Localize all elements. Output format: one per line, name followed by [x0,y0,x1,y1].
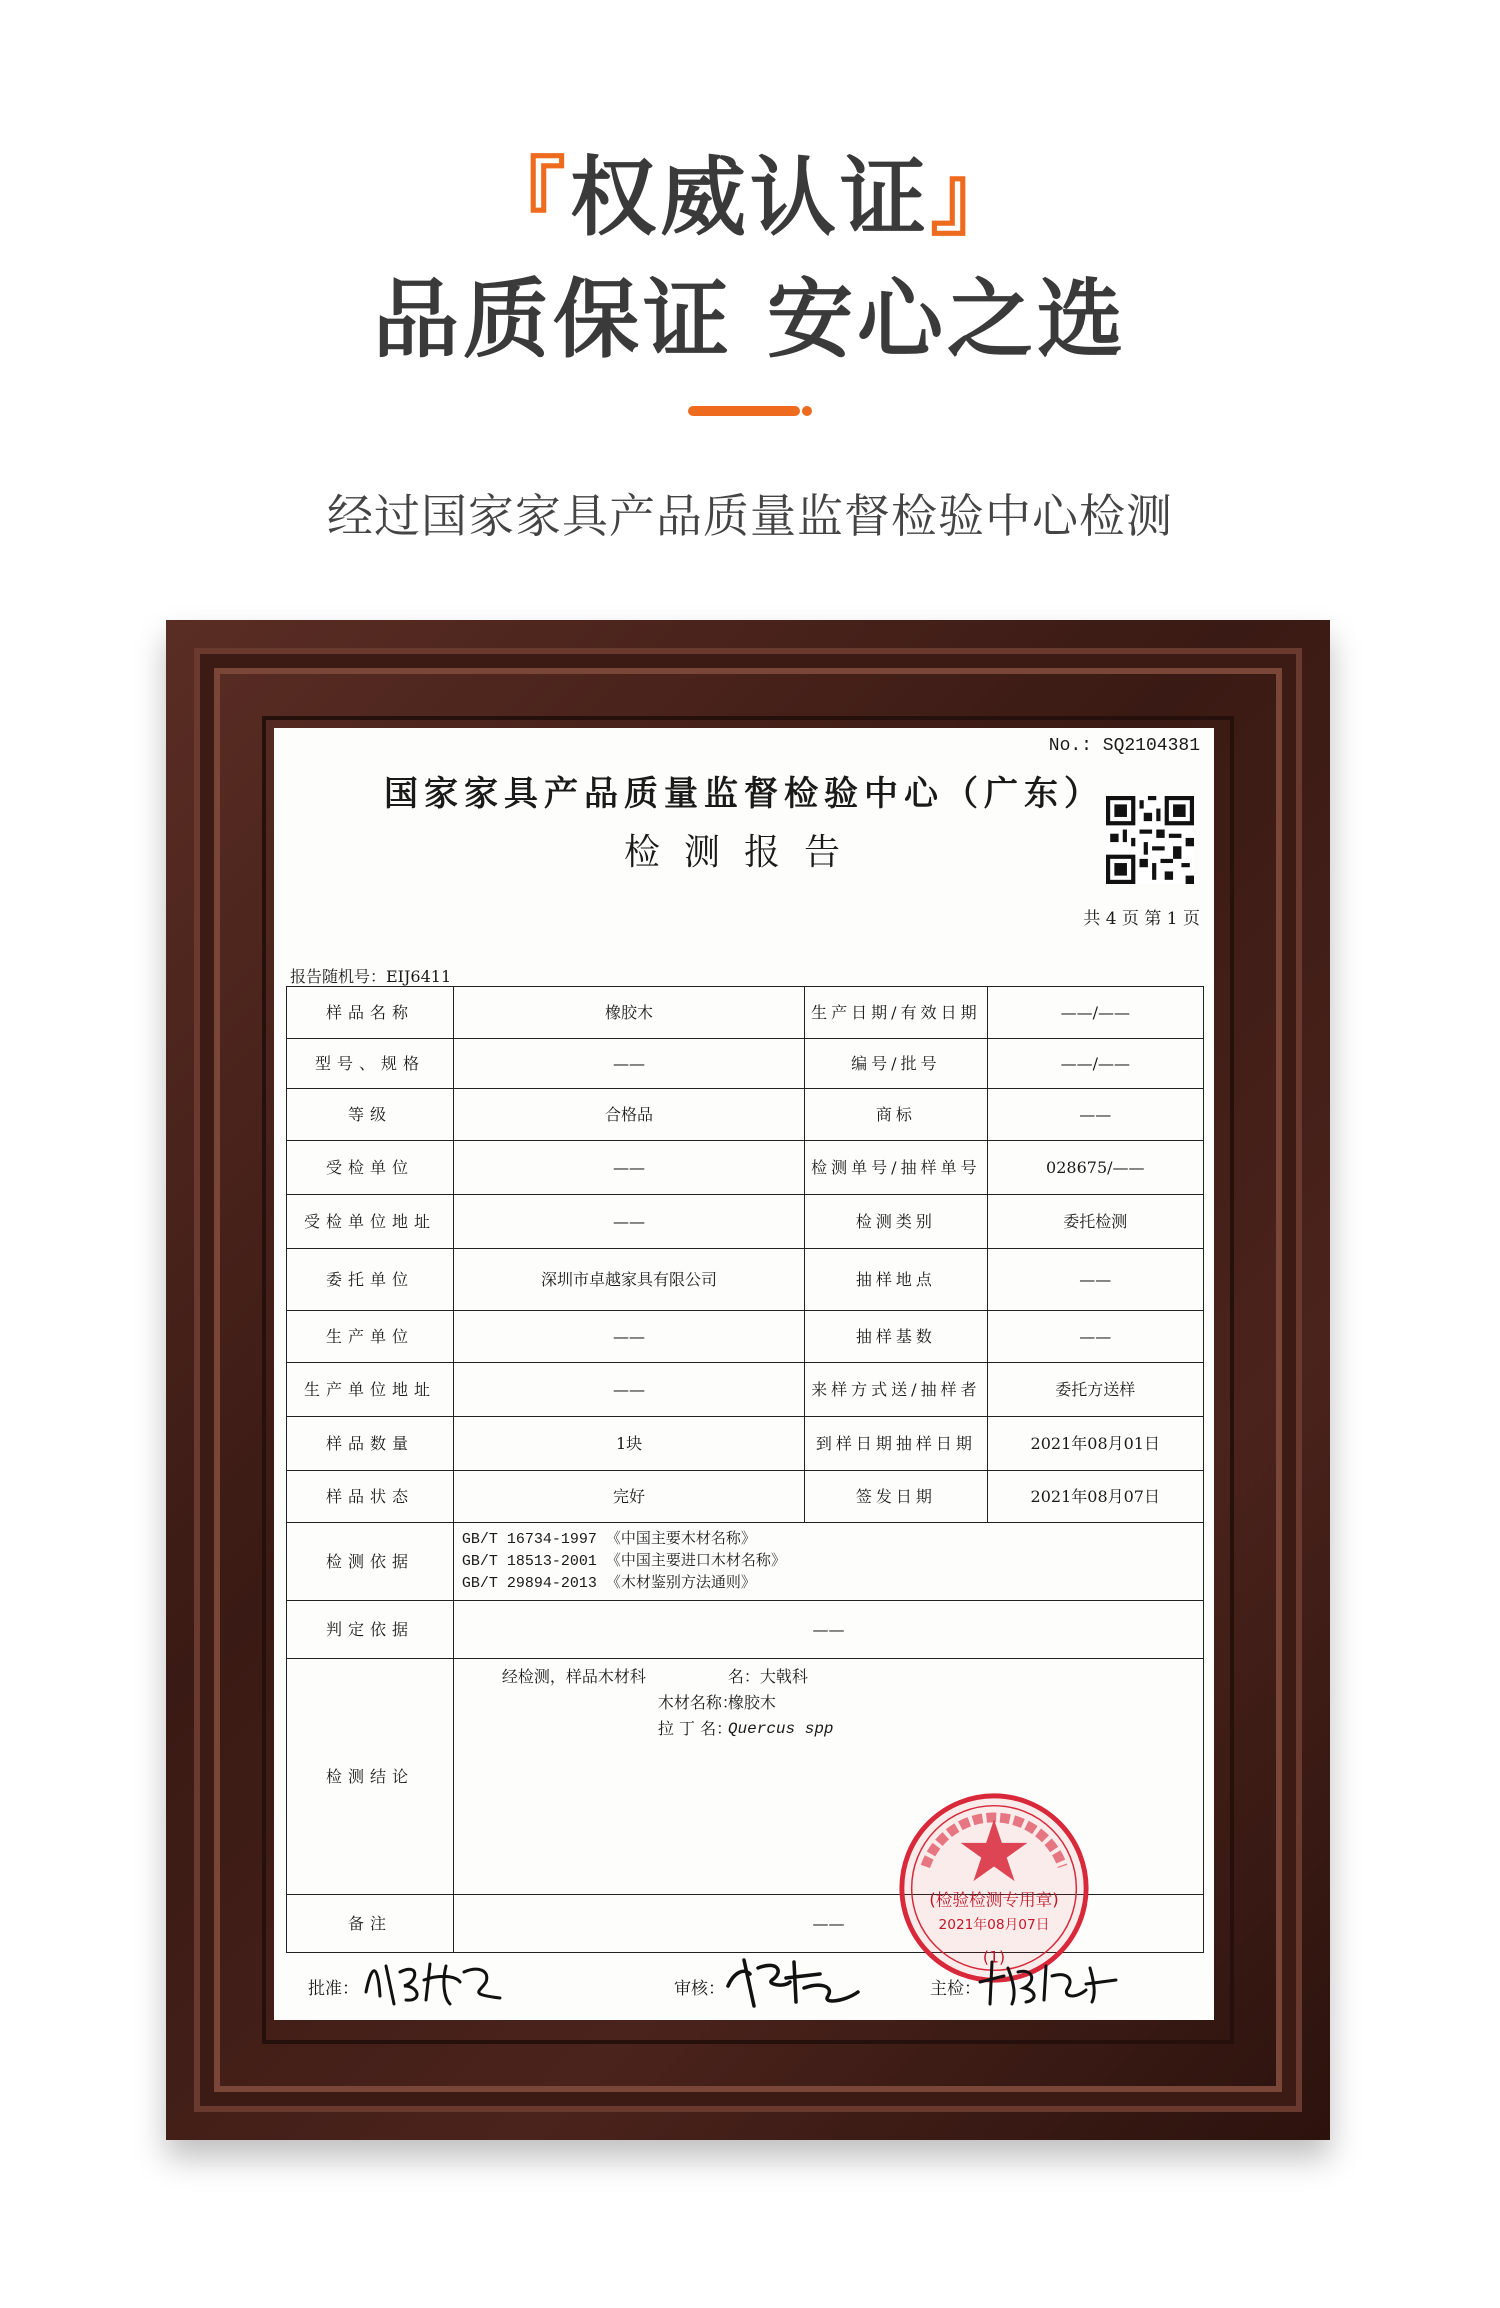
conclusion-intro: 经检测，样品木材科 [501,1666,646,1686]
basis-cell [453,1523,1203,1601]
row-value: 橡胶木 [453,987,804,1039]
note-label: 备注 [287,1895,454,1953]
row-value: 合格品 [453,1089,804,1141]
inspector-signature [974,1954,1124,2010]
approver-signature [360,1952,510,2010]
row-value: —— [453,1195,804,1249]
row-value: —— [453,1311,804,1363]
table-row [287,1417,1204,1471]
seal-text-line: 2021年08月07日 [938,1917,1050,1934]
conclusion-latin: Quercus spp [727,1719,834,1738]
row-label: 委托单位 [287,1249,454,1311]
test-report-document [274,728,1214,2020]
table-row [287,1311,1204,1363]
conclusion-name: 橡胶木 [727,1692,776,1712]
row-value: —— [453,1363,804,1417]
conclusion-family: 名：大戟科 [727,1666,808,1686]
row-value: —— [987,1311,1203,1363]
table-row [287,1523,1204,1601]
section-description: 经过国家家具产品质量监督检验中心检测 [327,489,1173,543]
table-row [287,1089,1204,1141]
row-value: —— [453,1039,804,1089]
note-value: —— [453,1895,1203,1953]
row-label: 受检单位 [287,1141,454,1195]
row-value: —— [987,1089,1203,1141]
random-number: 报告随机号：EIJ6411 [290,967,452,986]
bracket-open: 『 [480,148,570,248]
row-value: 深圳市卓越家具有限公司 [453,1249,804,1311]
row-value: 委托检测 [987,1195,1203,1249]
accent-divider [688,406,800,416]
row-label: 签发日期 [805,1471,987,1523]
conclusion-name-label: 木材名称： [657,1692,738,1712]
row-value: 委托方送样 [987,1363,1203,1417]
table-row [287,987,1204,1039]
row-value: 完好 [453,1471,804,1523]
judgement-label: 判定依据 [287,1601,454,1659]
table-row [287,1471,1204,1523]
certificate-frame [166,620,1330,2140]
basis-line: GB/T 16734-1997 《中国主要木材名称》 [461,1530,756,1548]
section-subtitle: 品质保证 安心之选 [373,270,1127,370]
signature-row [304,1952,1204,2012]
row-label: 样品数量 [287,1417,454,1471]
row-label: 到样日期抽样日期 [805,1417,987,1471]
section-title [0,128,1500,252]
table-row [287,1039,1204,1089]
accent-divider-dot [802,406,812,416]
row-label: 样品状态 [287,1471,454,1523]
table-row [287,1141,1204,1195]
row-label: 商标 [805,1089,987,1141]
page-indicator: 共 4 页 第 1 页 [1083,909,1200,929]
conclusion-latin-label: 拉 丁 名： [657,1718,733,1738]
title-text: 权威认证 [570,148,930,248]
report-title: 检测报告 [623,832,864,873]
basis-line: GB/T 29894-2013 《木材鉴别方法通则》 [461,1574,756,1592]
approve-label: 批准： [308,1979,359,1999]
basis-line: GB/T 18513-2001 《中国主要进口木材名称》 [461,1552,786,1570]
review-label: 审核： [674,1979,725,1999]
row-label: 型号、规格 [287,1039,454,1089]
row-label: 生产单位 [287,1311,454,1363]
row-label: 检测类别 [805,1195,987,1249]
basis-label: 检测依据 [287,1523,454,1601]
report-organization: 国家家具产品质量监督检验中心（广东） [384,774,1104,814]
qr-code-icon [1106,796,1194,884]
row-label: 编号/批号 [805,1039,987,1089]
row-label: 受检单位地址 [287,1195,454,1249]
bracket-close: 』 [930,148,1020,248]
main-inspector-label: 主检： [930,1979,981,1999]
report-number: No.: SQ2104381 [1048,736,1200,756]
seal-text-line: (1) [982,1947,1006,1967]
row-label: 生产单位地址 [287,1363,454,1417]
table-row [287,1363,1204,1417]
row-value: —— [987,1249,1203,1311]
row-label: 抽样基数 [805,1311,987,1363]
conclusion-label: 检测结论 [287,1659,454,1895]
judgement-value: —— [453,1601,1203,1659]
row-label: 检测单号/抽样单号 [805,1141,987,1195]
row-label: 抽样地点 [805,1249,987,1311]
row-value: ——/—— [987,1039,1203,1089]
table-row [287,1195,1204,1249]
row-value: —— [453,1141,804,1195]
table-row [287,1601,1204,1659]
row-value: 1块 [453,1417,804,1471]
seal-text-line: (检验检测专用章) [929,1890,1059,1910]
row-label: 样品名称 [287,987,454,1039]
row-label: 等级 [287,1089,454,1141]
row-label: 来样方式送/抽样者 [805,1363,987,1417]
row-value: 2021年08月01日 [987,1417,1203,1471]
row-value: 028675/—— [987,1141,1203,1195]
table-row [287,1249,1204,1311]
row-value: ——/—— [987,987,1203,1039]
reviewer-signature [724,1952,864,2010]
row-label: 生产日期/有效日期 [805,987,987,1039]
row-value: 2021年08月07日 [987,1471,1203,1523]
